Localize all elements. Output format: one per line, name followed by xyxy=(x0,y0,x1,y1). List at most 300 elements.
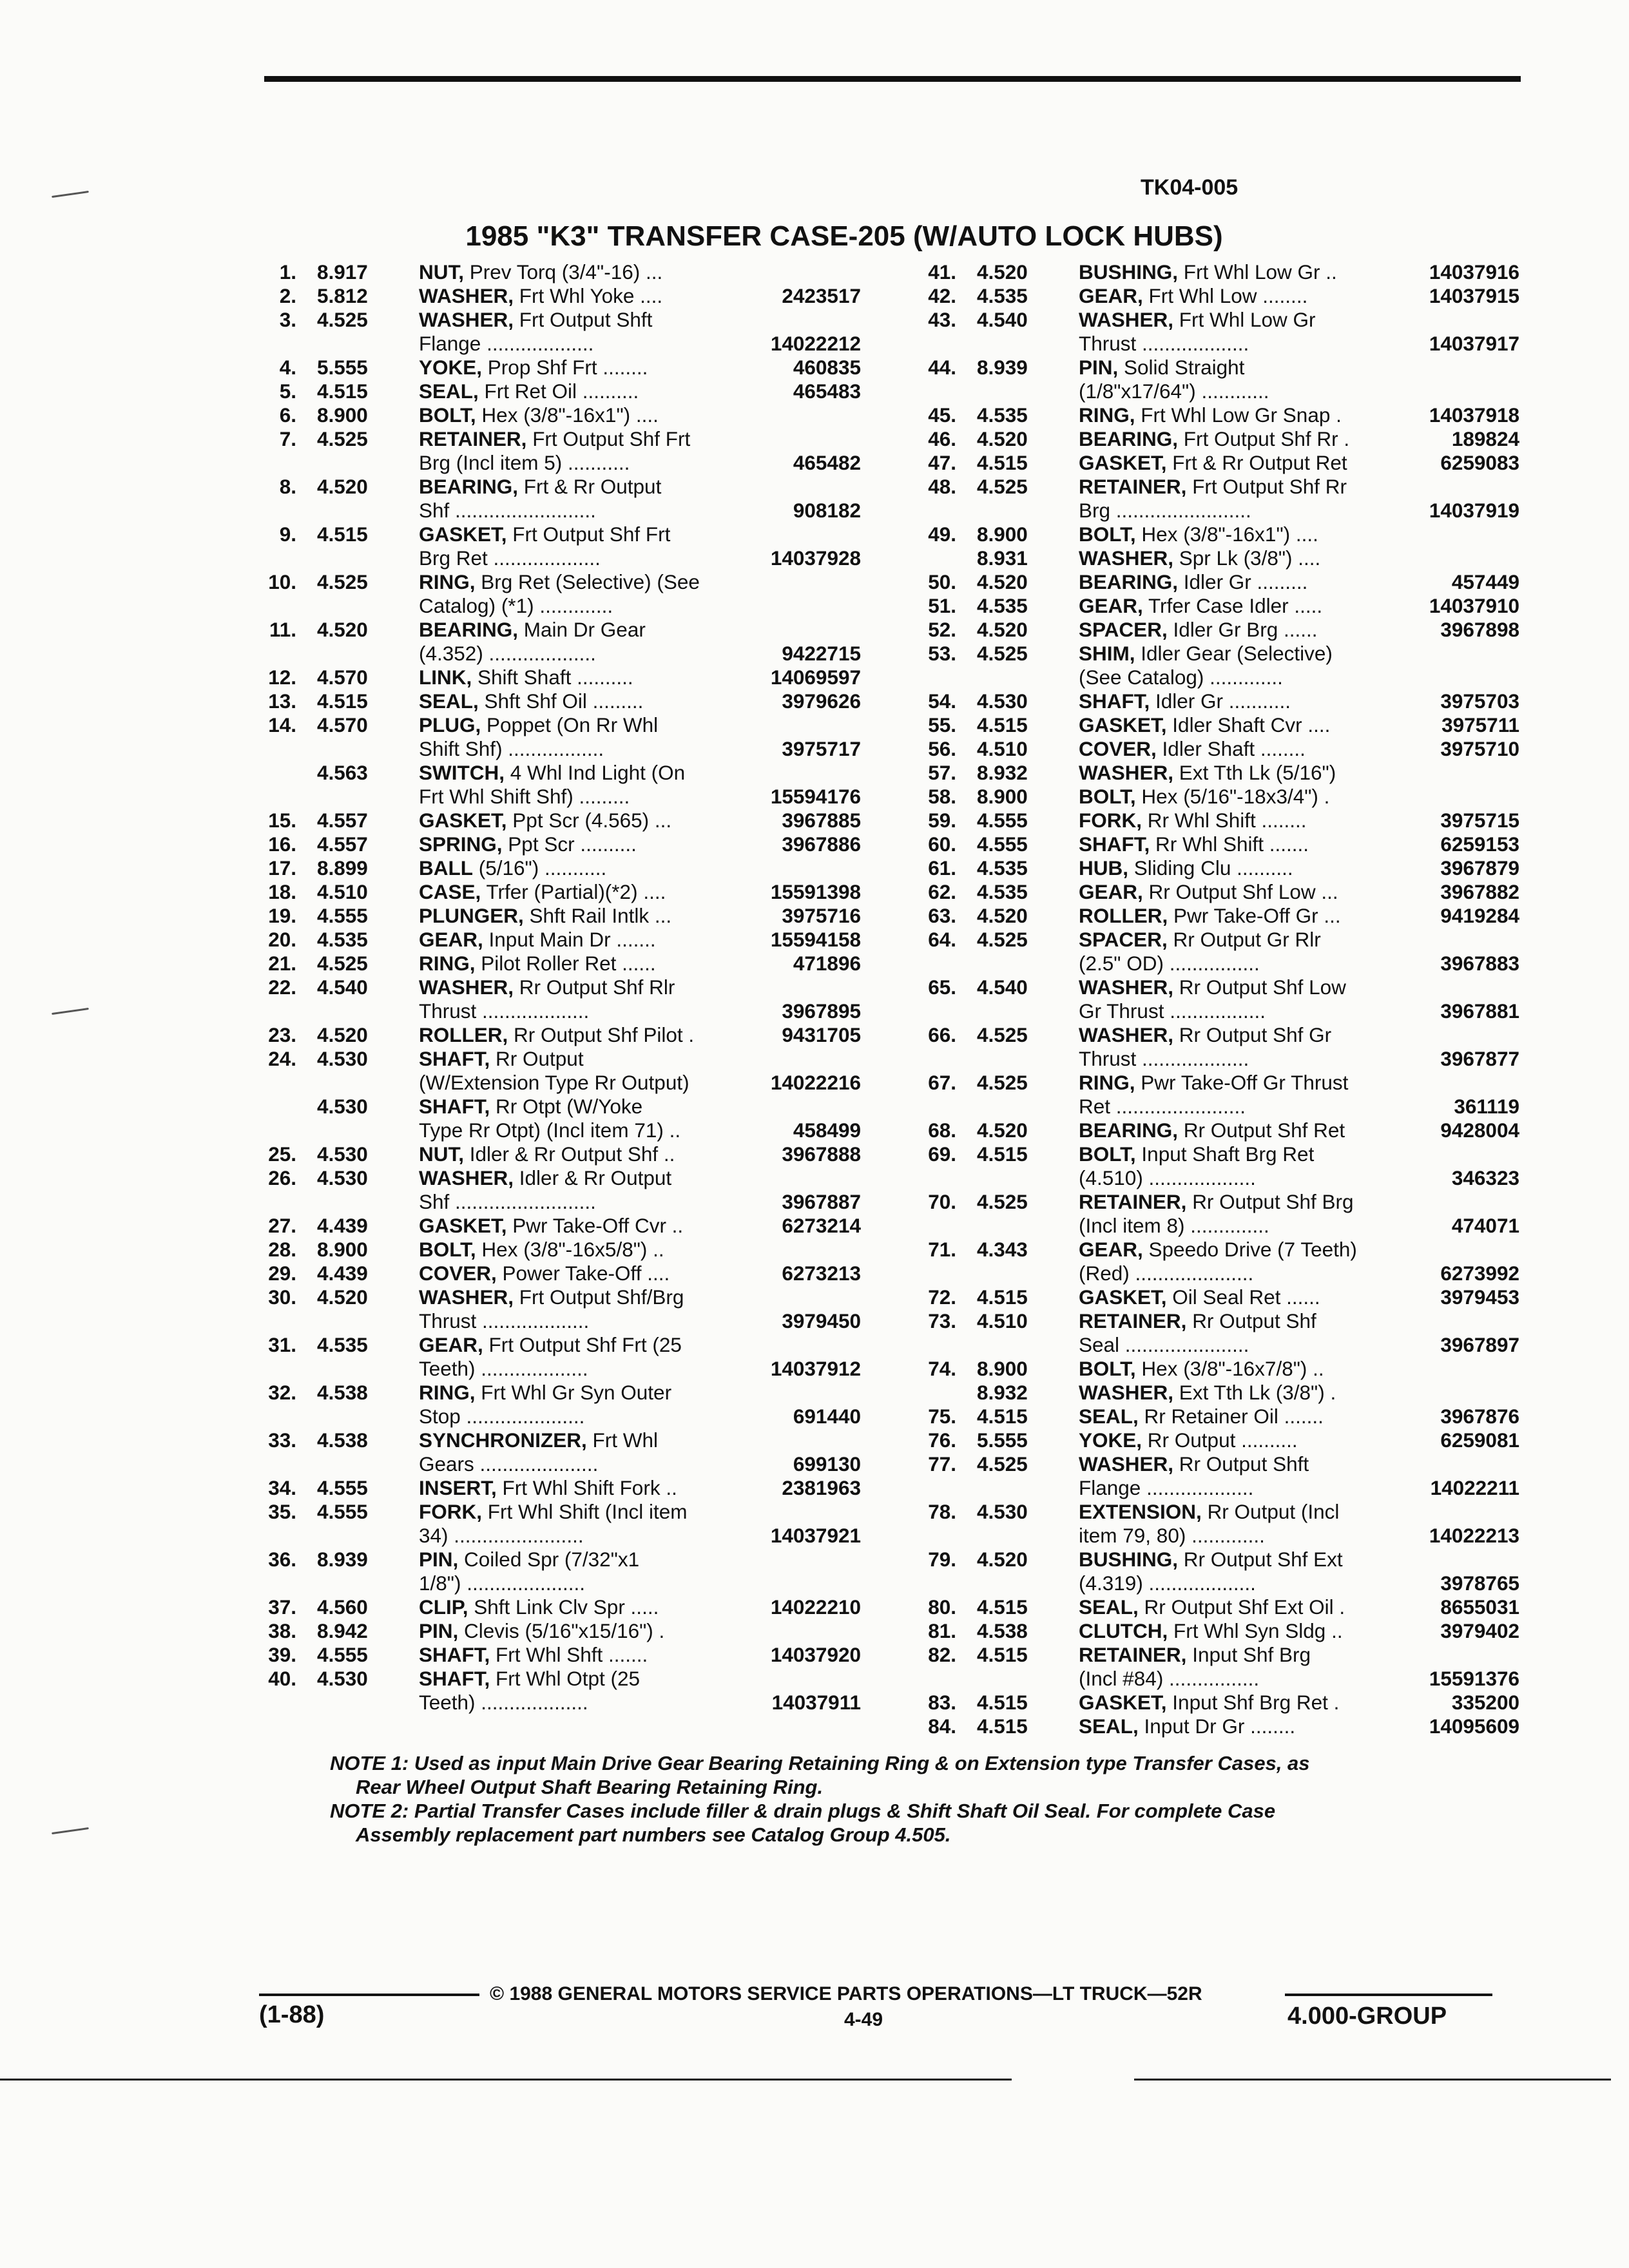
item-number: 23. xyxy=(268,1023,296,1046)
part-number: 3975710 xyxy=(1436,737,1519,761)
part-number: 3967886 xyxy=(778,832,861,856)
part-number: 14022213 xyxy=(1425,1524,1519,1548)
part-number: 14037915 xyxy=(1425,284,1519,308)
part-detail-continued: Teeth) ................... xyxy=(419,1691,588,1714)
part-row xyxy=(910,642,1519,689)
part-name: BOLT, xyxy=(1079,523,1136,546)
part-name: BOLT, xyxy=(419,1238,476,1261)
part-detail: (5/16") ........... xyxy=(478,856,607,879)
part-row xyxy=(910,1428,1519,1452)
part-detail: Input Shaft Brg Ret xyxy=(1141,1142,1315,1166)
document-code: TK04-005 xyxy=(1141,175,1239,200)
part-detail-continued: (4.510) ................... xyxy=(1079,1166,1256,1189)
group-number: 4.540 xyxy=(977,308,1028,331)
note-line: Rear Wheel Output Shaft Bearing Retaining Ring. xyxy=(356,1776,824,1798)
part-number: 3967897 xyxy=(1436,1333,1519,1357)
item-number: 72. xyxy=(928,1285,956,1309)
item-number: 10. xyxy=(268,570,296,593)
part-row xyxy=(910,523,1519,546)
part-detail: Frt Whl Shift Fork .. xyxy=(502,1476,677,1499)
part-row xyxy=(910,785,1519,809)
parts-list-right xyxy=(910,260,1519,1738)
part-name: GASKET, xyxy=(419,809,507,832)
group-number: 4.520 xyxy=(977,904,1028,927)
part-row xyxy=(250,260,861,284)
item-number: 25. xyxy=(268,1142,296,1166)
item-number: 33. xyxy=(268,1428,296,1452)
part-detail: Idler Gr Brg ...... xyxy=(1173,618,1318,641)
group-number: 4.535 xyxy=(977,880,1028,903)
item-number: 6. xyxy=(279,403,296,427)
item-number: 49. xyxy=(928,523,956,546)
group-number: 8.900 xyxy=(977,523,1028,546)
part-detail: Rr Retainer Oil ....... xyxy=(1144,1405,1324,1428)
part-name: RING, xyxy=(1079,1071,1135,1094)
part-name: LINK, xyxy=(419,666,472,689)
group-number: 4.439 xyxy=(317,1214,368,1237)
group-number: 4.525 xyxy=(317,308,368,331)
item-number: 15. xyxy=(268,809,296,832)
part-name: YOKE, xyxy=(419,356,483,379)
part-detail: Prev Torq (3/4"-16) ... xyxy=(469,260,663,284)
item-number: 74. xyxy=(928,1357,956,1380)
part-name: PLUNGER, xyxy=(419,904,524,927)
group-number: 4.525 xyxy=(317,570,368,593)
notes xyxy=(330,1751,1464,1847)
part-detail: Rr Output Shf Ext Oil . xyxy=(1144,1595,1345,1619)
part-number: 3967877 xyxy=(1436,1047,1519,1071)
item-number: 12. xyxy=(268,666,296,689)
part-number: 14022212 xyxy=(767,332,861,356)
part-detail: Input Shf Brg Ret . xyxy=(1172,1691,1340,1714)
part-number: 15594158 xyxy=(767,928,861,952)
part-detail: Input Main Dr ....... xyxy=(488,928,656,951)
part-name: CLIP, xyxy=(419,1595,468,1619)
part-number: 14037917 xyxy=(1425,332,1519,356)
part-detail: Ext Tth Lk (3/8") . xyxy=(1179,1381,1336,1404)
part-name: SHAFT, xyxy=(1079,832,1150,856)
part-detail: Rr Output Shf Rlr xyxy=(519,975,675,999)
part-row xyxy=(250,904,861,928)
group-number: 4.538 xyxy=(317,1428,368,1452)
part-row xyxy=(250,618,861,666)
part-detail: Idler & Rr Output Shf .. xyxy=(469,1142,675,1166)
group-number: 4.515 xyxy=(317,523,368,546)
item-number: 37. xyxy=(268,1595,296,1619)
part-detail: Hex (3/8"-16x5/8") .. xyxy=(481,1238,664,1261)
part-name: SYNCHRONIZER, xyxy=(419,1428,587,1452)
part-number: 3975717 xyxy=(778,737,861,761)
part-row xyxy=(250,284,861,308)
part-detail-continued: (Incl #84) ................ xyxy=(1079,1667,1260,1690)
group-number: 4.525 xyxy=(977,475,1028,498)
part-detail: Hex (3/8"-16x7/8") .. xyxy=(1141,1357,1324,1380)
part-name: EXTENSION, xyxy=(1079,1500,1202,1523)
part-detail: Brg Ret (Selective) (See xyxy=(481,570,700,593)
group-number: 4.525 xyxy=(317,427,368,450)
part-detail-continued: Brg Ret ................... xyxy=(419,546,601,570)
group-number: 4.515 xyxy=(977,1405,1028,1428)
part-detail: Rr Output Shf Low xyxy=(1179,975,1346,999)
part-detail-continued: Seal ...................... xyxy=(1079,1333,1249,1356)
part-detail: Prop Shf Frt ........ xyxy=(487,356,648,379)
parts-list-left xyxy=(250,260,861,1715)
group-number: 5.812 xyxy=(317,284,368,307)
part-name: SPACER, xyxy=(1079,618,1168,641)
note-line: Assembly replacement part numbers see Catalog Group 4.505. xyxy=(356,1823,951,1846)
part-number: 3967879 xyxy=(1436,856,1519,880)
part-row xyxy=(910,1142,1519,1190)
part-row xyxy=(250,689,861,713)
part-detail: Frt Whl Syn Sldg .. xyxy=(1173,1619,1343,1642)
part-detail: Frt Whl Low Gr xyxy=(1179,308,1316,331)
part-detail: Pwr Take-Off Cvr .. xyxy=(512,1214,684,1237)
part-name: ROLLER, xyxy=(419,1023,508,1046)
part-number: 460835 xyxy=(789,356,861,380)
item-number: 28. xyxy=(268,1238,296,1261)
part-row xyxy=(910,427,1519,451)
part-detail-continued: 34) ....................... xyxy=(419,1524,584,1547)
part-row xyxy=(910,809,1519,832)
part-detail: Idler Shaft ........ xyxy=(1162,737,1306,760)
part-row xyxy=(250,570,861,618)
group-number: 4.515 xyxy=(977,451,1028,474)
part-detail: Speedo Drive (7 Teeth) xyxy=(1148,1238,1357,1261)
item-number: 9. xyxy=(279,523,296,546)
part-detail: Coiled Spr (7/32"x1 xyxy=(464,1548,640,1571)
part-number: 15591398 xyxy=(767,880,861,904)
group-number: 4.510 xyxy=(977,737,1028,760)
item-number: 51. xyxy=(928,594,956,617)
part-detail: Sliding Clu .......... xyxy=(1133,856,1293,879)
part-name: FORK, xyxy=(1079,809,1142,832)
item-number: 56. xyxy=(928,737,956,760)
footer-date: (1-88) xyxy=(259,2001,325,2028)
group-number: 8.939 xyxy=(977,356,1028,379)
part-detail-continued: Catalog) (*1) ............. xyxy=(419,594,613,617)
item-number: 47. xyxy=(928,451,956,474)
group-number: 4.535 xyxy=(977,284,1028,307)
item-number: 5. xyxy=(279,380,296,403)
part-number: 3975715 xyxy=(1436,809,1519,832)
top-rule xyxy=(264,76,1521,82)
part-number: 189824 xyxy=(1448,427,1519,451)
part-row xyxy=(910,475,1519,523)
part-number: 14037911 xyxy=(768,1691,861,1715)
part-row xyxy=(250,1381,861,1428)
footer-copyright: © 1988 GENERAL MOTORS SERVICE PARTS OPERATIONS—LT TRUCK—52R xyxy=(490,1983,1202,2004)
part-name: SPACER, xyxy=(1079,928,1168,951)
item-number: 19. xyxy=(268,904,296,927)
part-name: WASHER, xyxy=(1079,1381,1174,1404)
part-row xyxy=(250,427,861,475)
part-name: HUB, xyxy=(1079,856,1128,879)
part-number: 691440 xyxy=(789,1405,861,1428)
part-detail: Frt Output Shf Rr xyxy=(1192,475,1347,498)
part-name: GASKET, xyxy=(1079,451,1167,474)
part-row xyxy=(250,356,861,380)
part-row xyxy=(250,1262,861,1285)
part-row xyxy=(910,260,1519,284)
part-number: 3967883 xyxy=(1436,952,1519,975)
group-number: 4.530 xyxy=(317,1047,368,1070)
part-detail-continued: Brg ........................ xyxy=(1079,499,1251,522)
part-name: WASHER, xyxy=(419,1166,514,1189)
part-row xyxy=(250,1095,861,1142)
group-number: 4.535 xyxy=(977,594,1028,617)
bottom-rule-right xyxy=(1134,2079,1611,2081)
item-number: 67. xyxy=(928,1071,956,1094)
part-name: FORK, xyxy=(419,1500,482,1523)
group-number: 4.530 xyxy=(977,689,1028,713)
part-name: WASHER, xyxy=(419,308,514,331)
part-number: 6273213 xyxy=(778,1262,861,1285)
part-detail: Shft Link Clv Spr ..... xyxy=(474,1595,659,1619)
group-number: 4.557 xyxy=(317,832,368,856)
part-row xyxy=(250,1142,861,1166)
part-detail-continued: Gr Thrust ................. xyxy=(1079,999,1266,1023)
part-detail: Idler Shaft Cvr .... xyxy=(1172,713,1331,736)
item-number: 68. xyxy=(928,1119,956,1142)
part-detail-continued: Type Rr Otpt) (Incl item 71) .. xyxy=(419,1119,681,1142)
part-row xyxy=(250,1023,861,1047)
part-detail: Hex (3/8"-16x1") .... xyxy=(1141,523,1318,546)
part-number: 346323 xyxy=(1448,1166,1519,1190)
item-number: 79. xyxy=(928,1548,956,1571)
part-row xyxy=(250,1214,861,1238)
group-number: 4.557 xyxy=(317,809,368,832)
part-number: 6259083 xyxy=(1436,451,1519,475)
item-number: 40. xyxy=(268,1667,296,1690)
part-detail: Frt Whl Low ........ xyxy=(1148,284,1308,307)
part-detail: Rr Output Shf Ext xyxy=(1183,1548,1343,1571)
group-number: 4.555 xyxy=(317,1500,368,1523)
part-name: BEARING, xyxy=(1079,1119,1179,1142)
part-name: RETAINER, xyxy=(1079,1190,1187,1213)
part-name: SWITCH, xyxy=(419,761,505,784)
part-row xyxy=(250,856,861,880)
part-row xyxy=(910,356,1519,403)
part-name: SHAFT, xyxy=(1079,689,1150,713)
part-name: WASHER, xyxy=(419,975,514,999)
group-number: 4.525 xyxy=(317,952,368,975)
part-row xyxy=(250,1333,861,1381)
item-number: 71. xyxy=(928,1238,956,1261)
group-number: 4.555 xyxy=(977,832,1028,856)
group-number: 4.520 xyxy=(977,570,1028,593)
part-detail: Ppt Scr .......... xyxy=(508,832,637,856)
part-detail: Rr Output Shf Ret xyxy=(1183,1119,1345,1142)
part-detail: Main Dr Gear xyxy=(523,618,646,641)
part-detail: Pwr Take-Off Gr Thrust xyxy=(1141,1071,1349,1094)
group-number: 5.555 xyxy=(317,356,368,379)
group-number: 4.525 xyxy=(977,1452,1028,1475)
part-row xyxy=(250,1428,861,1476)
item-number: 30. xyxy=(268,1285,296,1309)
part-detail: Frt Output Shf/Brg xyxy=(519,1285,684,1309)
group-number: 4.530 xyxy=(317,1667,368,1690)
part-description xyxy=(1079,523,1519,546)
part-detail-continued: (W/Extension Type Rr Output) xyxy=(419,1071,689,1094)
group-number: 4.535 xyxy=(977,856,1028,879)
part-detail: Idler Gear (Selective) xyxy=(1141,642,1333,665)
part-name: NUT, xyxy=(419,260,464,284)
part-detail: Rr Output .......... xyxy=(1147,1428,1298,1452)
part-number: 908182 xyxy=(789,499,861,523)
part-number: 14022210 xyxy=(767,1595,861,1619)
part-number: 3967895 xyxy=(778,999,861,1023)
margin-mark xyxy=(52,1008,89,1015)
part-detail-continued: (See Catalog) ............. xyxy=(1079,666,1283,689)
group-number: 4.538 xyxy=(317,1381,368,1404)
bottom-rule-left xyxy=(0,2079,1012,2081)
part-detail: Rr Whl Shift ....... xyxy=(1155,832,1309,856)
part-number: 14037912 xyxy=(767,1357,861,1381)
part-detail-continued: (4.319) ................... xyxy=(1079,1571,1256,1595)
item-number: 43. xyxy=(928,308,956,331)
item-number: 70. xyxy=(928,1190,956,1213)
part-row xyxy=(250,975,861,1023)
part-detail: Frt Output Shft xyxy=(519,308,653,331)
group-number: 4.515 xyxy=(977,1643,1028,1666)
part-detail: Rr Output Shf Low ... xyxy=(1148,880,1338,903)
item-number: 32. xyxy=(268,1381,296,1404)
part-detail: Rr Otpt (W/Yoke xyxy=(496,1095,643,1118)
part-detail-continued: Thrust ................... xyxy=(1079,1047,1249,1070)
part-name: NUT, xyxy=(419,1142,464,1166)
item-number: 46. xyxy=(928,427,956,450)
part-name: GEAR, xyxy=(1079,594,1143,617)
note-line: NOTE 2: Partial Transfer Cases include filler & drain plugs & Shift Shaft Oil Seal. For complete Case xyxy=(330,1800,1276,1822)
part-row xyxy=(250,880,861,904)
part-row xyxy=(250,1047,861,1095)
part-row xyxy=(910,856,1519,880)
item-number: 39. xyxy=(268,1643,296,1666)
part-name: WASHER, xyxy=(1079,975,1174,999)
part-row xyxy=(250,832,861,856)
group-number: 4.520 xyxy=(317,618,368,641)
part-name: GEAR, xyxy=(1079,1238,1143,1261)
group-number: 4.520 xyxy=(317,1285,368,1309)
part-detail-continued: Ret ....................... xyxy=(1079,1095,1246,1118)
part-row xyxy=(910,1595,1519,1619)
group-number: 8.932 xyxy=(977,761,1028,784)
part-name: BEARING, xyxy=(419,475,519,498)
group-number: 4.515 xyxy=(977,713,1028,736)
part-number: 3967887 xyxy=(778,1190,861,1214)
part-row xyxy=(910,928,1519,975)
item-number: 21. xyxy=(268,952,296,975)
part-number: 3975711 xyxy=(1438,713,1519,737)
part-name: RING, xyxy=(419,1381,476,1404)
group-number: 4.510 xyxy=(977,1309,1028,1332)
footer-rule-left xyxy=(259,1994,479,1996)
part-name: SEAL, xyxy=(419,689,479,713)
part-number: 14037919 xyxy=(1425,499,1519,523)
part-name: WASHER, xyxy=(1079,1023,1174,1046)
part-detail: Rr Output Shf Brg xyxy=(1192,1190,1354,1213)
part-row xyxy=(910,451,1519,475)
part-detail: Trfer (Partial)(*2) .... xyxy=(486,880,666,903)
part-row xyxy=(910,570,1519,594)
part-detail: Frt Whl xyxy=(592,1428,659,1452)
part-detail-continued: (4.352) ................... xyxy=(419,642,596,665)
group-number: 4.540 xyxy=(317,975,368,999)
part-name: SHIM, xyxy=(1079,642,1135,665)
item-number: 8. xyxy=(279,475,296,498)
group-number: 4.530 xyxy=(317,1166,368,1189)
group-number: 4.555 xyxy=(317,1476,368,1499)
part-detail: Pwr Take-Off Gr ... xyxy=(1173,904,1341,927)
part-row xyxy=(910,1071,1519,1119)
part-detail-continued: Brg (Incl item 5) ........... xyxy=(419,451,630,474)
margin-mark xyxy=(52,1827,89,1834)
part-name: WASHER, xyxy=(1079,308,1174,331)
part-detail: Frt & Rr Output xyxy=(523,475,662,498)
footer-group: 4.000-GROUP xyxy=(1287,2003,1447,2030)
part-detail: Shft Shf Oil ......... xyxy=(484,689,644,713)
part-name: SHAFT, xyxy=(419,1095,490,1118)
part-name: PLUG, xyxy=(419,713,481,736)
part-number: 3967898 xyxy=(1436,618,1519,642)
part-detail-continued: (Red) ..................... xyxy=(1079,1262,1254,1285)
group-number: 8.939 xyxy=(317,1548,368,1571)
group-number: 8.900 xyxy=(317,403,368,427)
part-detail: Shift Shaft .......... xyxy=(477,666,633,689)
part-row xyxy=(250,1667,861,1715)
part-detail: Input Dr Gr ........ xyxy=(1144,1715,1296,1738)
group-number: 4.525 xyxy=(977,1071,1028,1094)
part-name: SPRING, xyxy=(419,832,503,856)
part-row xyxy=(250,1500,861,1548)
footer-rule-right xyxy=(1285,1994,1492,1996)
item-number: 75. xyxy=(928,1405,956,1428)
item-number: 38. xyxy=(268,1619,296,1642)
item-number: 22. xyxy=(268,975,296,999)
part-name: GASKET, xyxy=(419,1214,507,1237)
part-number: 6273992 xyxy=(1436,1262,1519,1285)
part-name: PIN, xyxy=(419,1548,459,1571)
group-number: 8.931 xyxy=(977,546,1028,570)
part-name: WASHER, xyxy=(1079,1452,1174,1475)
part-name: BEARING, xyxy=(419,618,519,641)
part-detail-continued: 1/8") ..................... xyxy=(419,1571,585,1595)
item-number: 53. xyxy=(928,642,956,665)
group-number: 4.530 xyxy=(317,1095,368,1118)
part-name: BOLT, xyxy=(1079,785,1136,808)
item-number: 63. xyxy=(928,904,956,927)
group-number: 4.570 xyxy=(317,666,368,689)
part-name: BUSHING, xyxy=(1079,260,1179,284)
part-row xyxy=(250,523,861,570)
item-number: 65. xyxy=(928,975,956,999)
part-description xyxy=(419,260,861,284)
part-row xyxy=(250,403,861,427)
part-number: 6273214 xyxy=(778,1214,861,1238)
group-number: 8.932 xyxy=(977,1381,1028,1404)
part-number: 3967885 xyxy=(778,809,861,832)
part-row xyxy=(910,1023,1519,1071)
part-row xyxy=(910,1619,1519,1643)
part-number: 14037928 xyxy=(767,546,861,570)
part-number: 14037921 xyxy=(767,1524,861,1548)
part-detail: Frt Whl Shft ....... xyxy=(496,1643,648,1666)
part-detail: Rr Output Shf Pilot . xyxy=(514,1023,695,1046)
part-name: GEAR, xyxy=(1079,880,1143,903)
part-detail: Trfer Case Idler ..... xyxy=(1148,594,1323,617)
part-number: 3967881 xyxy=(1436,999,1519,1023)
part-description xyxy=(419,1238,861,1262)
